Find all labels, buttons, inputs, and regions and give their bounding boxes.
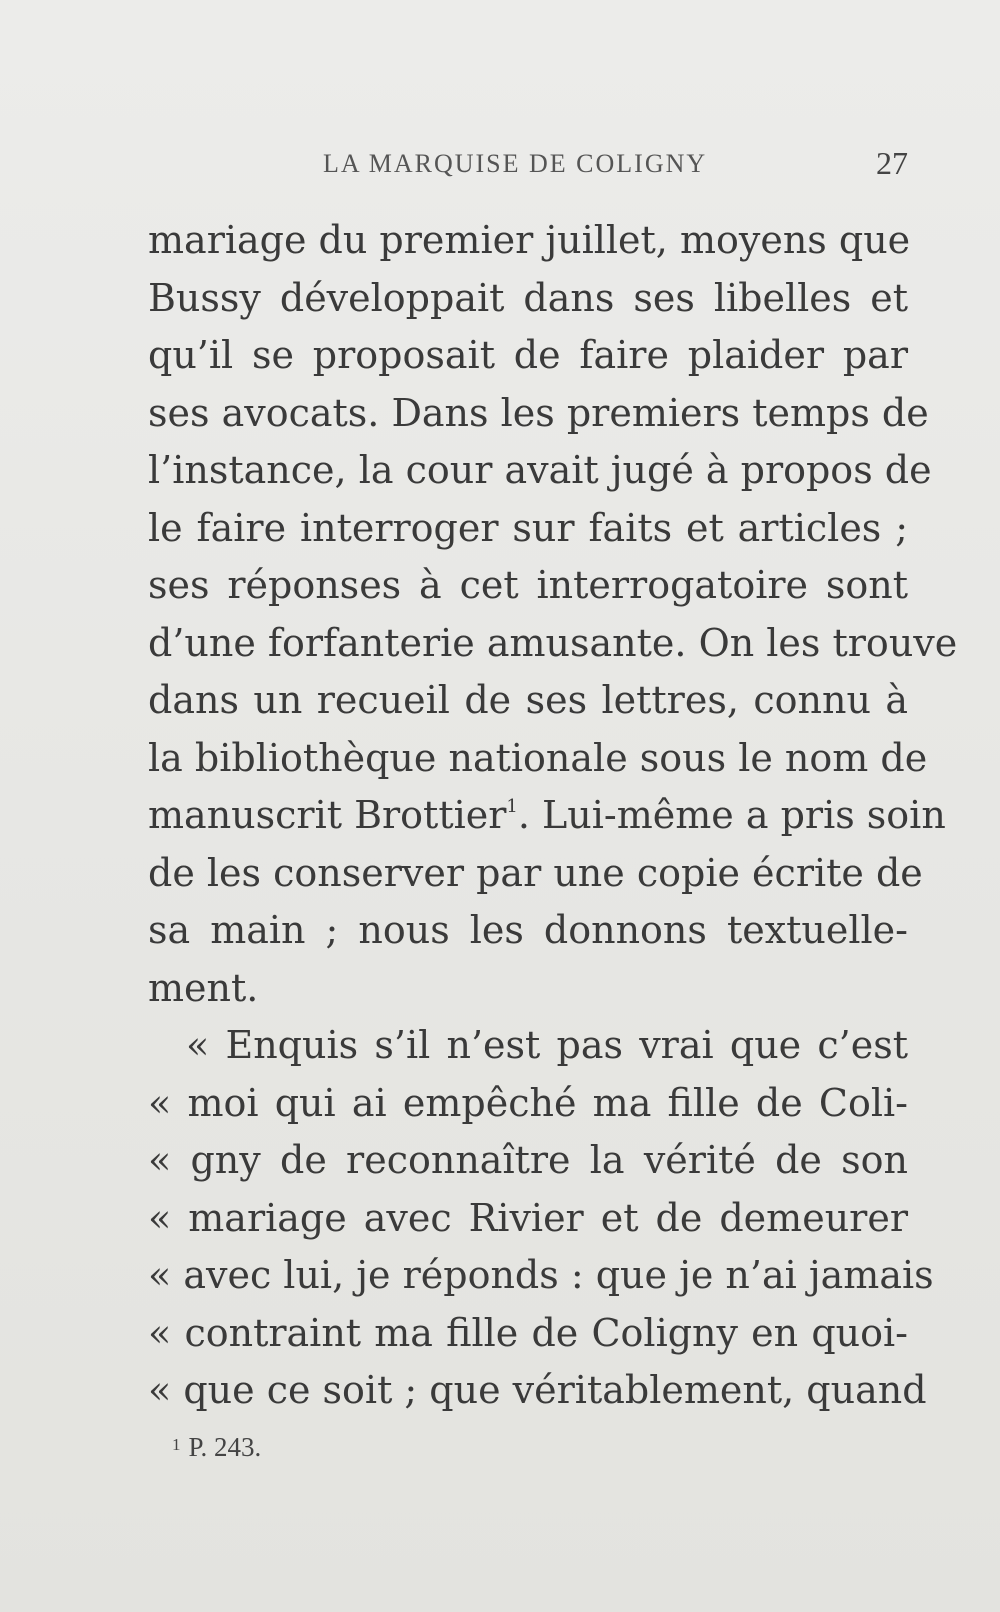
page-number: 27 <box>876 145 908 181</box>
quote-line: « gny de reconnaître la vérité de son <box>148 1138 908 1182</box>
footnote-reference: 1 <box>506 796 518 817</box>
text-line: sa main ; nous les donnons textuelle- <box>148 908 908 952</box>
quote-line: « contraint ma fille de Coligny en quoi- <box>148 1310 908 1355</box>
text-line: dans un recueil de ses lettres, connu à <box>148 678 908 722</box>
footnote <box>172 1432 261 1463</box>
text-line: de les conserver par une copie écrite de <box>148 850 923 895</box>
text-line: ses avocats. Dans les premiers temps de <box>148 390 929 435</box>
text-line: ses réponses à cet interrogatoire sont <box>148 563 908 607</box>
text-line: mariage du premier juillet, moyens que <box>148 218 911 262</box>
text-line: ment. <box>148 965 259 1010</box>
text-fragment: manuscrit Brottier <box>148 793 507 837</box>
quote-line: « que ce soit ; que véritablement, quand <box>148 1368 927 1412</box>
running-head <box>148 145 908 185</box>
text-line: la bibliothèque nationale sous le nom de <box>148 735 928 780</box>
running-title: LA MARQUISE DE COLIGNY <box>323 149 708 178</box>
text-fragment: . Lui-même a pris soin <box>517 793 946 837</box>
footnote-text: P. 243. <box>188 1432 262 1462</box>
text-line: qu’il se proposait de faire plaider par <box>148 333 908 377</box>
text-line: l’instance, la cour avait jugé à propos de <box>148 448 932 492</box>
quote-line: « avec lui, je réponds : que je n’ai jamais <box>148 1253 934 1297</box>
quote-line: « moi qui ai empêché ma fille de Coli- <box>148 1080 908 1125</box>
footnote-marker: 1 <box>172 1435 181 1454</box>
text-line: Bussy développait dans ses libelles et <box>148 275 908 320</box>
body-text <box>148 212 958 1420</box>
quote-line: « Enquis s’il n’est pas vrai que c’est <box>186 1023 908 1067</box>
text-line: le faire interroger sur faits et articles ; <box>148 505 908 550</box>
quote-line: « mariage avec Rivier et de demeurer <box>148 1195 908 1240</box>
text-line: d’une forfanterie amusante. On les trouve <box>148 620 958 665</box>
text-line-with-footnote-ref <box>148 787 946 845</box>
